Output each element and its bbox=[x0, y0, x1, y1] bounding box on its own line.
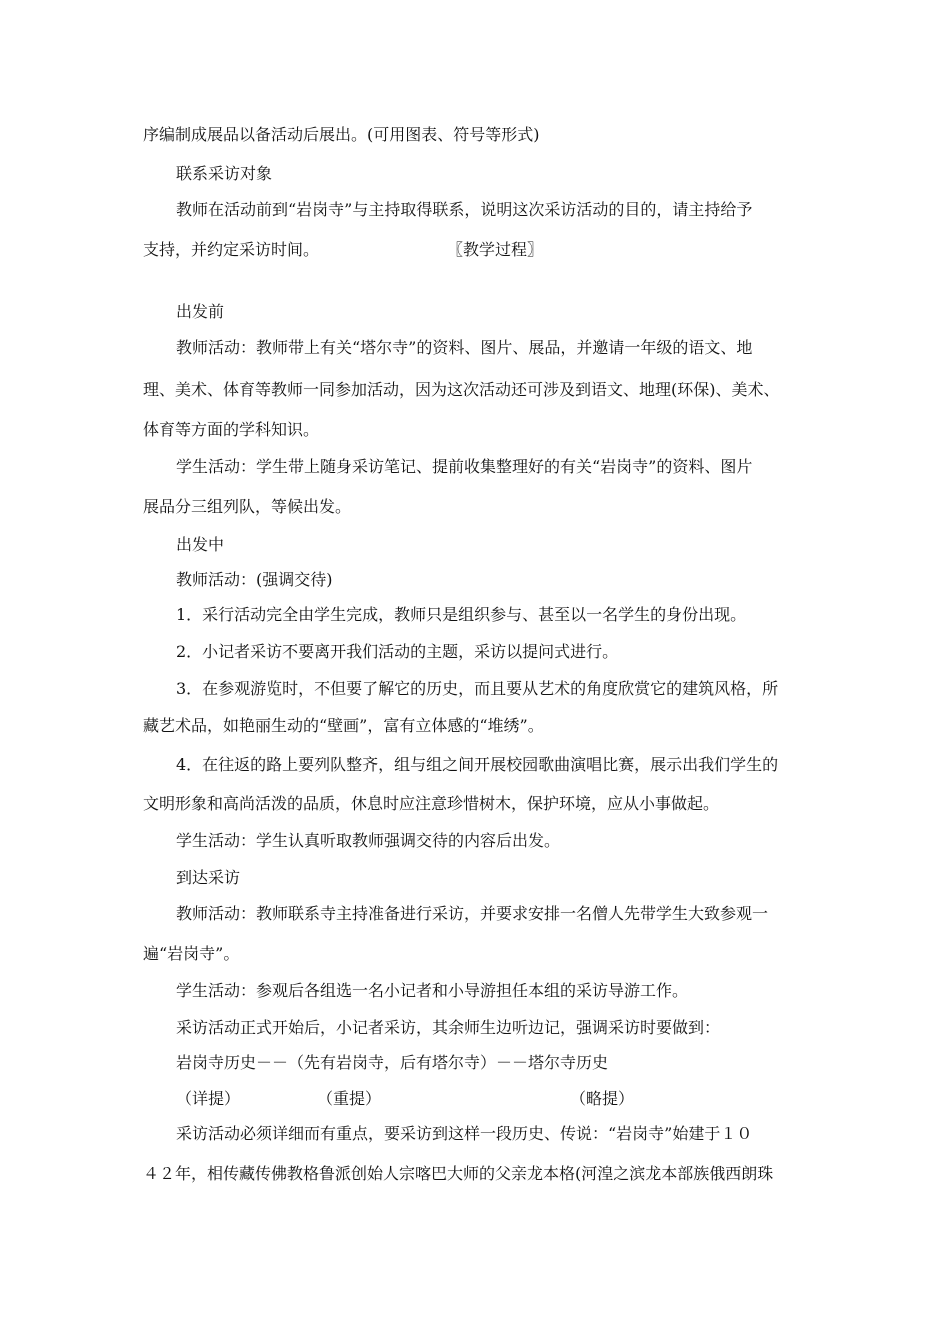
line-text: 联系采访对象 bbox=[176, 164, 273, 183]
text-line bbox=[0, 716, 950, 736]
text-line bbox=[0, 125, 950, 145]
emphasis-labels bbox=[0, 1089, 950, 1109]
line-text: 体育等方面的学科知识。 bbox=[143, 420, 320, 439]
line-text: 展品分三组列队，等候出发。 bbox=[143, 497, 352, 516]
line-text: 采访活动正式开始后，小记者采访，其余师生边听边记，强调采访时要做到： bbox=[176, 1018, 721, 1037]
text-line bbox=[0, 944, 950, 964]
line-text: 遍“岩岗寺”。 bbox=[143, 944, 240, 963]
history-line bbox=[0, 1053, 950, 1073]
line-text: 教师活动：教师联系寺主持准备进行采访，并要求安排一名僧人先带学生大致参观一 bbox=[176, 904, 769, 923]
text-line bbox=[0, 338, 950, 358]
line-text: 2．小记者采访不要离开我们活动的主题，采访以提问式进行。 bbox=[176, 642, 619, 661]
line-text: 学生活动：学生认真听取教师强调交待的内容后出发。 bbox=[176, 831, 561, 850]
line-text: 教师活动：(强调交待) bbox=[176, 570, 333, 589]
line-text: 4．在往返的路上要列队整齐，组与组之间开展校园歌曲演唱比赛，展示出我们学生的 bbox=[176, 755, 779, 774]
text-line bbox=[0, 570, 950, 590]
list-item bbox=[0, 605, 950, 625]
text-line bbox=[0, 1124, 950, 1144]
line-text: 序编制成展品以备活动后展出。(可用图表、符号等形式) bbox=[143, 125, 540, 144]
section-heading bbox=[0, 868, 950, 888]
brief-label: （略提） bbox=[570, 1089, 635, 1108]
text-line bbox=[0, 904, 950, 924]
line-text: 采访活动必须详细而有重点，要采访到这样一段历史、传说：“岩岗寺”始建于１０ bbox=[176, 1124, 753, 1143]
line-text: 支持，并约定采访时间。 bbox=[143, 240, 320, 259]
teaching-process-heading: 〖教学过程〗 bbox=[447, 240, 544, 259]
section-heading bbox=[0, 164, 950, 184]
text-line bbox=[0, 457, 950, 477]
line-text: 出发中 bbox=[176, 535, 225, 554]
line-text: 1．采行活动完全由学生完成，教师只是组织参与、甚至以一名学生的身份出现。 bbox=[176, 605, 747, 624]
text-line bbox=[0, 981, 950, 1001]
text-line bbox=[0, 497, 950, 517]
text-line bbox=[0, 794, 950, 814]
line-text: 到达采访 bbox=[176, 868, 241, 887]
focus-label: （重提） bbox=[317, 1089, 382, 1108]
detail-label: （详提） bbox=[176, 1089, 241, 1108]
line-text: 3．在参观游览时，不但要了解它的历史，而且要从艺术的角度欣赏它的建筑风格，所 bbox=[176, 679, 779, 698]
text-line bbox=[0, 380, 950, 400]
section-heading bbox=[0, 302, 950, 322]
line-text: 出发前 bbox=[176, 302, 225, 321]
text-line bbox=[0, 831, 950, 851]
list-item bbox=[0, 755, 950, 775]
line-text: 文明形象和高尚活泼的品质，休息时应注意珍惜树木，保护环境，应从小事做起。 bbox=[143, 794, 720, 813]
list-item bbox=[0, 642, 950, 662]
list-item bbox=[0, 679, 950, 699]
line-text: 学生活动：学生带上随身采访笔记、提前收集整理好的有关“岩岗寺”的资料、图片 bbox=[176, 457, 753, 476]
line-text: 教师活动：教师带上有关“塔尔寺”的资料、图片、展品，并邀请一年级的语文、地 bbox=[176, 338, 753, 357]
text-line bbox=[0, 200, 950, 220]
text-line bbox=[0, 1018, 950, 1038]
line-text: 教师在活动前到“岩岗寺”与主持取得联系，说明这次采访活动的目的，请主持给予 bbox=[176, 200, 753, 219]
line-text: 理、美术、体育等教师一同参加活动，因为这次活动还可涉及到语文、地理(环保)、美术、 bbox=[143, 380, 780, 399]
text-line bbox=[0, 420, 950, 440]
text-line bbox=[0, 1164, 950, 1184]
section-heading bbox=[0, 535, 950, 555]
line-text: ４２年，相传藏传佛教格鲁派创始人宗喀巴大师的父亲龙本格(河湟之滨龙本部族俄西朗珠 bbox=[143, 1164, 774, 1183]
line-text: 学生活动：参观后各组选一名小记者和小导游担任本组的采访导游工作。 bbox=[176, 981, 689, 1000]
line-text: 岩岗寺历史－－（先有岩岗寺，后有塔尔寺）－－塔尔寺历史 bbox=[176, 1053, 609, 1072]
line-text: 藏艺术品，如艳丽生动的“壁画”，富有立体感的“堆绣”。 bbox=[143, 716, 544, 735]
text-line bbox=[0, 240, 950, 260]
